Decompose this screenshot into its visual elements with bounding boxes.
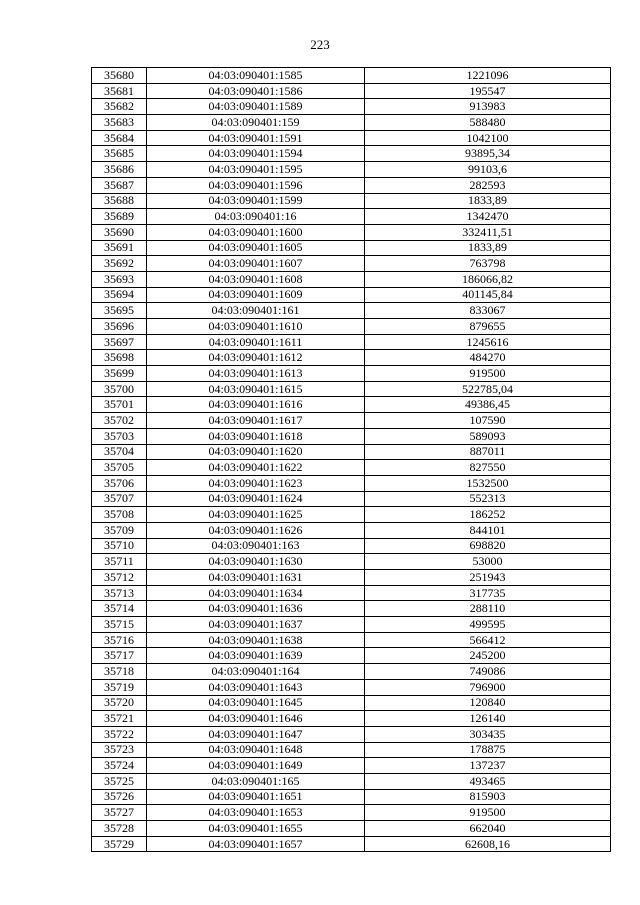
value-cell: 288110 (365, 601, 611, 617)
table-row (92, 334, 611, 350)
row-number-cell: 35686 (92, 162, 147, 178)
table-row (92, 522, 611, 538)
cadastral-number-cell: 04:03:090401:1600 (147, 224, 365, 240)
row-number-cell: 35702 (92, 413, 147, 429)
row-number-cell: 35725 (92, 773, 147, 789)
cadastral-number-cell: 04:03:090401:1636 (147, 601, 365, 617)
table-row (92, 836, 611, 852)
value-cell: 919500 (365, 366, 611, 382)
table-row (92, 240, 611, 256)
cadastral-number-cell: 04:03:090401:1594 (147, 146, 365, 162)
cadastral-number-cell: 04:03:090401:1625 (147, 507, 365, 523)
row-number-cell: 35728 (92, 821, 147, 837)
row-number-cell: 35719 (92, 679, 147, 695)
cadastral-number-cell: 04:03:090401:1611 (147, 334, 365, 350)
table-row (92, 68, 611, 84)
cadastral-number-cell: 04:03:090401:161 (147, 303, 365, 319)
cadastral-number-cell: 04:03:090401:1622 (147, 460, 365, 476)
cadastral-number-cell: 04:03:090401:1647 (147, 726, 365, 742)
value-cell: 493465 (365, 773, 611, 789)
table-row (92, 726, 611, 742)
table-row (92, 115, 611, 131)
row-number-cell: 35713 (92, 585, 147, 601)
value-cell: 1245616 (365, 334, 611, 350)
cadastral-number-cell: 04:03:090401:1591 (147, 130, 365, 146)
value-cell: 566412 (365, 632, 611, 648)
value-cell: 919500 (365, 805, 611, 821)
cadastral-number-cell: 04:03:090401:1639 (147, 648, 365, 664)
value-cell: 913983 (365, 99, 611, 115)
row-number-cell: 35694 (92, 287, 147, 303)
value-cell: 186066,82 (365, 271, 611, 287)
cadastral-number-cell: 04:03:090401:1651 (147, 789, 365, 805)
table-row (92, 130, 611, 146)
table-row (92, 695, 611, 711)
row-number-cell: 35690 (92, 224, 147, 240)
table-row (92, 177, 611, 193)
cadastral-number-cell: 04:03:090401:1608 (147, 271, 365, 287)
row-number-cell: 35696 (92, 319, 147, 335)
row-number-cell: 35695 (92, 303, 147, 319)
value-cell: 827550 (365, 460, 611, 476)
table-row (92, 632, 611, 648)
table-row (92, 585, 611, 601)
value-cell: 484270 (365, 350, 611, 366)
row-number-cell: 35729 (92, 836, 147, 852)
cadastral-number-cell: 04:03:090401:1589 (147, 99, 365, 115)
row-number-cell: 35708 (92, 507, 147, 523)
value-cell: 107590 (365, 413, 611, 429)
row-number-cell: 35709 (92, 522, 147, 538)
cadastral-number-cell: 04:03:090401:1649 (147, 758, 365, 774)
table-row (92, 319, 611, 335)
value-cell: 1042100 (365, 130, 611, 146)
cadastral-number-cell: 04:03:090401:1612 (147, 350, 365, 366)
row-number-cell: 35711 (92, 554, 147, 570)
row-number-cell: 35718 (92, 664, 147, 680)
cadastral-number-cell: 04:03:090401:1610 (147, 319, 365, 335)
cadastral-number-cell: 04:03:090401:1623 (147, 475, 365, 491)
cadastral-value-table (91, 67, 611, 852)
row-number-cell: 35681 (92, 83, 147, 99)
table-row (92, 193, 611, 209)
value-cell: 99103,6 (365, 162, 611, 178)
value-cell: 662040 (365, 821, 611, 837)
cadastral-number-cell: 04:03:090401:1607 (147, 256, 365, 272)
value-cell: 522785,04 (365, 381, 611, 397)
row-number-cell: 35701 (92, 397, 147, 413)
cadastral-number-cell: 04:03:090401:1648 (147, 742, 365, 758)
table-row (92, 601, 611, 617)
row-number-cell: 35706 (92, 475, 147, 491)
value-cell: 1221096 (365, 68, 611, 84)
value-cell: 815903 (365, 789, 611, 805)
table-row (92, 664, 611, 680)
row-number-cell: 35682 (92, 99, 147, 115)
row-number-cell: 35707 (92, 491, 147, 507)
value-cell: 833067 (365, 303, 611, 319)
cadastral-number-cell: 04:03:090401:1618 (147, 428, 365, 444)
table-row (92, 146, 611, 162)
row-number-cell: 35723 (92, 742, 147, 758)
table-row (92, 287, 611, 303)
row-number-cell: 35687 (92, 177, 147, 193)
value-cell: 186252 (365, 507, 611, 523)
value-cell: 749086 (365, 664, 611, 680)
row-number-cell: 35688 (92, 193, 147, 209)
value-cell: 332411,51 (365, 224, 611, 240)
table-row (92, 805, 611, 821)
row-number-cell: 35680 (92, 68, 147, 84)
cadastral-number-cell: 04:03:090401:1609 (147, 287, 365, 303)
value-cell: 251943 (365, 570, 611, 586)
table-row (92, 366, 611, 382)
cadastral-number-cell: 04:03:090401:16 (147, 209, 365, 225)
value-cell: 245200 (365, 648, 611, 664)
row-number-cell: 35705 (92, 460, 147, 476)
cadastral-number-cell: 04:03:090401:1655 (147, 821, 365, 837)
table-body (92, 68, 611, 852)
value-cell: 195547 (365, 83, 611, 99)
row-number-cell: 35691 (92, 240, 147, 256)
cadastral-number-cell: 04:03:090401:1599 (147, 193, 365, 209)
table-row (92, 444, 611, 460)
table-row (92, 679, 611, 695)
table-row (92, 413, 611, 429)
table-row (92, 99, 611, 115)
row-number-cell: 35697 (92, 334, 147, 350)
value-cell: 1833,89 (365, 193, 611, 209)
table-row (92, 773, 611, 789)
row-number-cell: 35693 (92, 271, 147, 287)
row-number-cell: 35700 (92, 381, 147, 397)
table-row (92, 742, 611, 758)
cadastral-number-cell: 04:03:090401:1637 (147, 617, 365, 633)
value-cell: 303435 (365, 726, 611, 742)
value-cell: 1833,89 (365, 240, 611, 256)
cadastral-number-cell: 04:03:090401:159 (147, 115, 365, 131)
table-row (92, 789, 611, 805)
cadastral-number-cell: 04:03:090401:1605 (147, 240, 365, 256)
table-row (92, 475, 611, 491)
value-cell: 879655 (365, 319, 611, 335)
cadastral-number-cell: 04:03:090401:1613 (147, 366, 365, 382)
table-row (92, 428, 611, 444)
table-row (92, 303, 611, 319)
row-number-cell: 35685 (92, 146, 147, 162)
table-row (92, 617, 611, 633)
table-row (92, 821, 611, 837)
cadastral-number-cell: 04:03:090401:1617 (147, 413, 365, 429)
cadastral-number-cell: 04:03:090401:1585 (147, 68, 365, 84)
value-cell: 763798 (365, 256, 611, 272)
table-row (92, 538, 611, 554)
cadastral-number-cell: 04:03:090401:164 (147, 664, 365, 680)
table-row (92, 507, 611, 523)
row-number-cell: 35720 (92, 695, 147, 711)
cadastral-number-cell: 04:03:090401:1634 (147, 585, 365, 601)
value-cell: 796900 (365, 679, 611, 695)
cadastral-number-cell: 04:03:090401:1657 (147, 836, 365, 852)
value-cell: 62608,16 (365, 836, 611, 852)
table-row (92, 648, 611, 664)
value-cell: 698820 (365, 538, 611, 554)
cadastral-number-cell: 04:03:090401:1616 (147, 397, 365, 413)
cadastral-number-cell: 04:03:090401:1643 (147, 679, 365, 695)
table-row (92, 554, 611, 570)
table-row (92, 460, 611, 476)
table-row (92, 711, 611, 727)
row-number-cell: 35721 (92, 711, 147, 727)
row-number-cell: 35714 (92, 601, 147, 617)
table-row (92, 224, 611, 240)
row-number-cell: 35722 (92, 726, 147, 742)
row-number-cell: 35717 (92, 648, 147, 664)
cadastral-number-cell: 04:03:090401:1646 (147, 711, 365, 727)
value-cell: 282593 (365, 177, 611, 193)
value-cell: 401145,84 (365, 287, 611, 303)
value-cell: 126140 (365, 711, 611, 727)
cadastral-number-cell: 04:03:090401:1620 (147, 444, 365, 460)
table-row (92, 350, 611, 366)
value-cell: 1342470 (365, 209, 611, 225)
cadastral-number-cell: 04:03:090401:1595 (147, 162, 365, 178)
value-cell: 120840 (365, 695, 611, 711)
value-cell: 887011 (365, 444, 611, 460)
table-row (92, 83, 611, 99)
cadastral-number-cell: 04:03:090401:1631 (147, 570, 365, 586)
table-row (92, 162, 611, 178)
row-number-cell: 35727 (92, 805, 147, 821)
value-cell: 552313 (365, 491, 611, 507)
table-row (92, 758, 611, 774)
table-row (92, 570, 611, 586)
row-number-cell: 35710 (92, 538, 147, 554)
value-cell: 49386,45 (365, 397, 611, 413)
cadastral-number-cell: 04:03:090401:163 (147, 538, 365, 554)
table-row (92, 209, 611, 225)
row-number-cell: 35703 (92, 428, 147, 444)
cadastral-number-cell: 04:03:090401:165 (147, 773, 365, 789)
cadastral-number-cell: 04:03:090401:1615 (147, 381, 365, 397)
row-number-cell: 35683 (92, 115, 147, 131)
row-number-cell: 35712 (92, 570, 147, 586)
cadastral-number-cell: 04:03:090401:1586 (147, 83, 365, 99)
value-cell: 137237 (365, 758, 611, 774)
cadastral-number-cell: 04:03:090401:1645 (147, 695, 365, 711)
value-cell: 53000 (365, 554, 611, 570)
row-number-cell: 35716 (92, 632, 147, 648)
row-number-cell: 35689 (92, 209, 147, 225)
row-number-cell: 35704 (92, 444, 147, 460)
cadastral-number-cell: 04:03:090401:1638 (147, 632, 365, 648)
value-cell: 178875 (365, 742, 611, 758)
cadastral-number-cell: 04:03:090401:1596 (147, 177, 365, 193)
row-number-cell: 35698 (92, 350, 147, 366)
table-row (92, 381, 611, 397)
row-number-cell: 35699 (92, 366, 147, 382)
row-number-cell: 35684 (92, 130, 147, 146)
row-number-cell: 35715 (92, 617, 147, 633)
cadastral-number-cell: 04:03:090401:1624 (147, 491, 365, 507)
value-cell: 589093 (365, 428, 611, 444)
value-cell: 1532500 (365, 475, 611, 491)
value-cell: 844101 (365, 522, 611, 538)
row-number-cell: 35726 (92, 789, 147, 805)
table-row (92, 256, 611, 272)
page-number: 223 (310, 37, 330, 52)
value-cell: 317735 (365, 585, 611, 601)
table-row (92, 491, 611, 507)
row-number-cell: 35692 (92, 256, 147, 272)
table-row (92, 397, 611, 413)
value-cell: 588480 (365, 115, 611, 131)
value-cell: 499595 (365, 617, 611, 633)
cadastral-number-cell: 04:03:090401:1630 (147, 554, 365, 570)
value-cell: 93895,34 (365, 146, 611, 162)
cadastral-number-cell: 04:03:090401:1626 (147, 522, 365, 538)
row-number-cell: 35724 (92, 758, 147, 774)
cadastral-number-cell: 04:03:090401:1653 (147, 805, 365, 821)
table-row (92, 271, 611, 287)
